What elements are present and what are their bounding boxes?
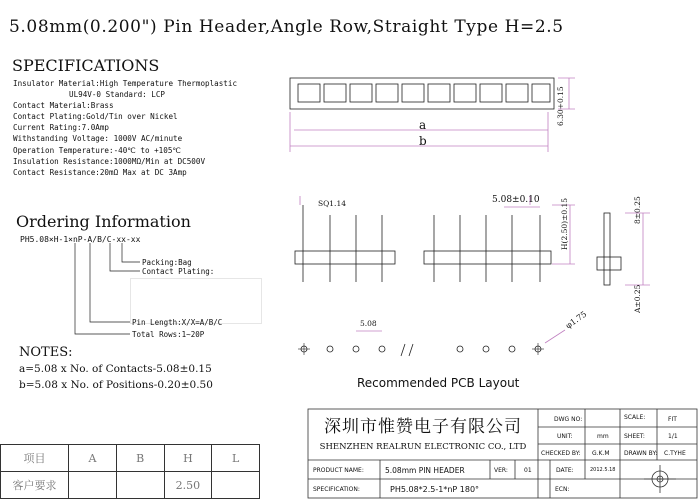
drawn-by-value: C.TYHE (664, 450, 686, 457)
side-top-label: 8±0.25 (633, 196, 642, 224)
pin-length-annotation: Pin Length:X/X=A/B/C (132, 318, 223, 327)
drawing-title: 5.08mm(0.200") Pin Header,Angle Row,Straight Type H=2.5 (9, 17, 564, 37)
table-cell (116, 472, 164, 499)
table-row-label: 客户要求 (1, 472, 69, 499)
specification-label: SPECIFICATION: (313, 486, 360, 493)
table-header: H (164, 445, 212, 472)
spec-line: Contact Material:Brass (13, 101, 114, 111)
height-top-label: 6.30+0.15 (556, 86, 565, 126)
pcb-pitch-label: 5.08 (360, 319, 377, 328)
sheet-value: 1/1 (668, 433, 678, 440)
plating-annotation: Contact Plating: (142, 267, 215, 276)
spec-line: Insulator Material:High Temperature Thermoplastic (13, 79, 238, 88)
specification-value: PH5.08*2.5-1*nP 180° (390, 485, 480, 494)
body-height-label: H(2.50)±0.15 (560, 197, 569, 250)
spec-line: UL94V-0 Standard: LCP (69, 90, 166, 100)
table-cell: 2.50 (164, 472, 212, 499)
version-label: VER: (494, 467, 508, 474)
product-name-value: 5.08mm PIN HEADER (385, 466, 465, 475)
product-name-label: PRODUCT NAME: (313, 467, 364, 474)
specifications-heading: SPECIFICATIONS (12, 56, 160, 75)
company-name-en: SHENZHEN REALRUN ELECTRONIC CO., LTD (319, 442, 527, 452)
table-cell (69, 472, 117, 499)
side-bottom-label: A±0.25 (633, 284, 642, 313)
unit-label: UNIT: (557, 433, 573, 440)
sheet-label: SHEET: (624, 433, 645, 440)
table-header: 项目 (1, 445, 69, 472)
ordering-heading: Ordering Information (16, 212, 191, 231)
total-rows-annotation: Total Rows:1~20P (132, 330, 205, 339)
checked-by-value: G.K.M (592, 450, 610, 457)
company-name-cn: 深圳市惟赞电子有限公司 (324, 417, 522, 437)
drawn-by-label: DRAWN BY: (624, 450, 658, 457)
hole-diameter-label: φ1.75 (564, 309, 589, 331)
date-label: DATE: (556, 467, 574, 474)
dim-b-label: b (419, 134, 427, 148)
ordering-code: PH5.08×H-1×nP-A/B/C-xx-xx (20, 235, 141, 244)
ecn-label: ECN: (555, 486, 570, 493)
note-b: b=5.08 x No. of Positions-0.20±0.50 (19, 379, 213, 391)
spec-line: Contact Resistance:20mΩ Max at DC 3Amp (13, 167, 187, 177)
table-header: A (69, 445, 117, 472)
table-cell (212, 472, 260, 499)
customer-requirement-table (0, 444, 260, 499)
scale-value: FIT (668, 416, 677, 423)
square-pin-label: SQ1.14 (318, 199, 346, 208)
dim-a-label: a (419, 118, 427, 132)
spec-line: Contact Plating:Gold/Tin over Nickel (13, 112, 178, 122)
pitch-label: 5.08±0.10 (492, 195, 540, 205)
dwg-no-label: DWG NO: (554, 416, 583, 423)
note-a: a=5.08 x No. of Contacts-5.08±0.15 (19, 363, 212, 375)
table-header: L (212, 445, 260, 472)
spec-line: Operation Temperature:-40℃ to +105℃ (13, 145, 181, 155)
spec-line: Insulation Resistance:1000MΩ/Min at DC500V (13, 156, 206, 166)
notes-heading: NOTES: (19, 345, 73, 360)
date-value: 2012.5.18 (590, 467, 616, 473)
spec-line: Withstanding Voltage: 1000V AC/minute (13, 134, 183, 144)
packing-annotation: Packing:Bag (142, 258, 192, 267)
version-value: 01 (524, 467, 532, 474)
spec-line: Current Rating:7.0Amp (13, 123, 110, 133)
checked-by-label: CHECKED BY: (541, 450, 581, 457)
scale-label: SCALE: (624, 414, 646, 421)
table-header: B (116, 445, 164, 472)
unit-value: mm (597, 433, 609, 440)
pcb-layout-caption: Recommended PCB Layout (357, 376, 520, 390)
